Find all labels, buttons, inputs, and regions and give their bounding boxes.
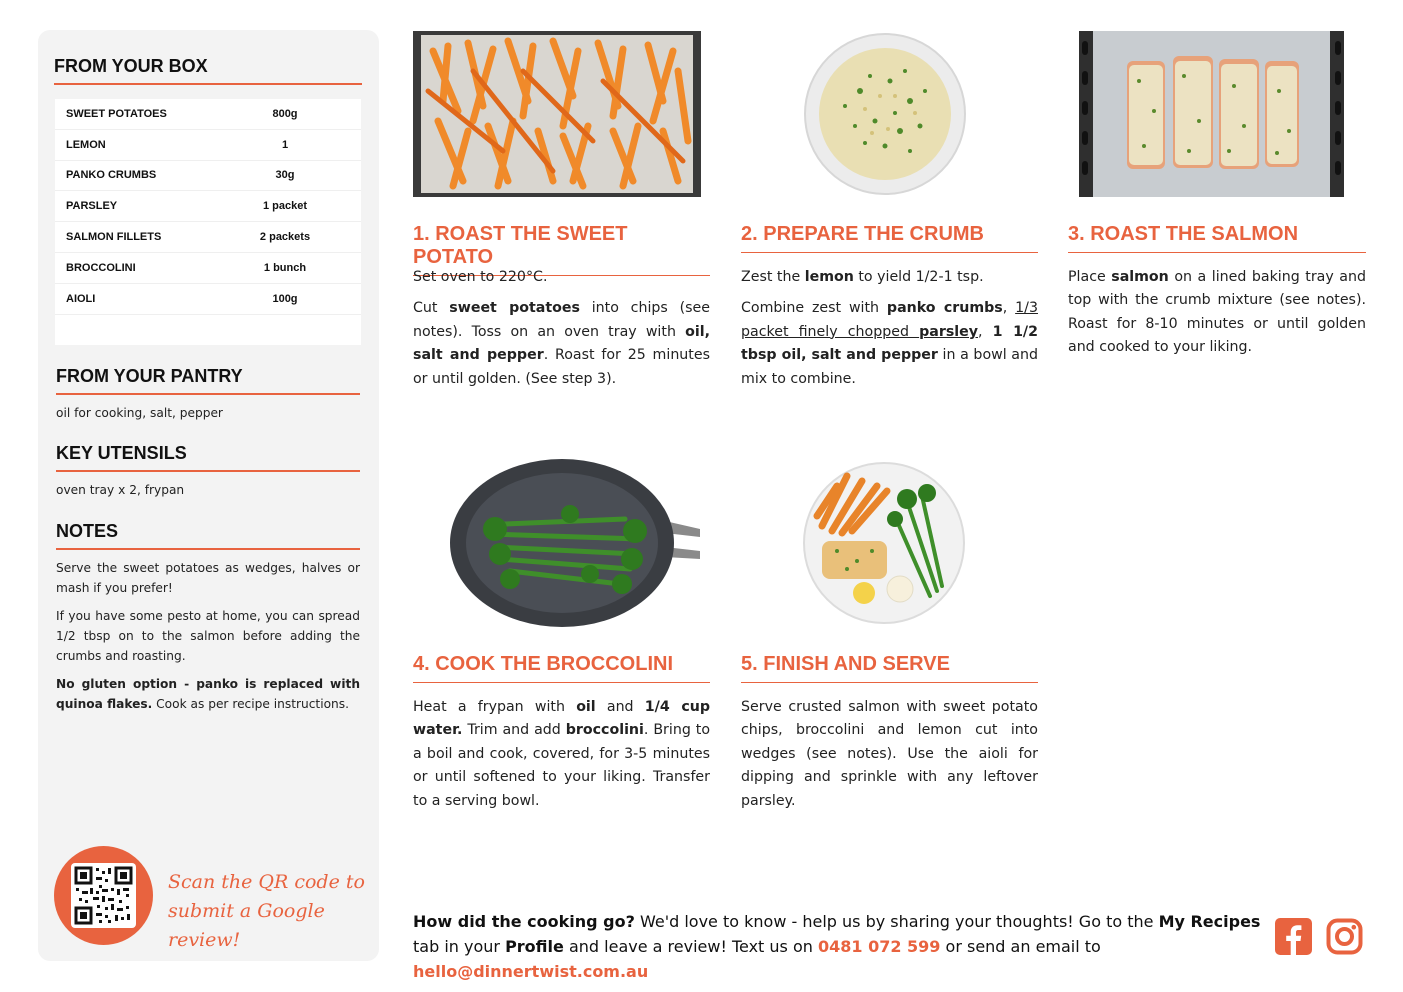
text-run: on a lined baking tray and top with the crumb mixture (see notes). Roast for 8-10 minutes or until golden and cooked to your liking. (1068, 269, 1366, 356)
pantry-text: oil for cooking, salt, pepper (56, 406, 223, 420)
ingredient-qty: 30g (275, 169, 295, 182)
step-1-heading: 1. ROAST THE SWEET POTATO (413, 223, 710, 276)
step-2-line-1 (741, 266, 1038, 289)
text-run: Cut (413, 300, 450, 317)
ingredient-name: AIOLI (66, 292, 96, 305)
finished-plate-image (802, 461, 967, 626)
ingredient-bold: 1 1/2 tbsp oil, salt and pepper (741, 323, 1038, 364)
step-1-body (413, 266, 710, 399)
ingredient-row (55, 191, 361, 222)
step-5-line-1: Serve crusted salmon with sweet potato chips, broccolini and lemon cut into wedges (see notes). Use the aioli for dipping and sprinkle with any leftover parsley. (741, 699, 1038, 809)
footer-question: How did the cooking go? (413, 912, 635, 931)
qr-caption-line-1: Scan the QR code to (168, 871, 365, 893)
ingredient-bold: panko crumbs (886, 300, 1003, 317)
notes-heading: NOTES (56, 521, 360, 550)
ingredient-bold: sweet potatoes (449, 300, 580, 317)
pantry-section (56, 366, 360, 423)
qr-badge[interactable] (54, 846, 153, 945)
qr-caption-line-2: submit a Google review! (168, 900, 325, 951)
ingredient-name: BROCCOLINI (66, 261, 136, 274)
ingredient-bold: broccolini (565, 722, 644, 739)
ingredient-row (55, 253, 361, 284)
text-run: and leave a review! Text us on (563, 937, 818, 956)
pantry-heading: FROM YOUR PANTRY (56, 366, 360, 395)
crumb-bowl-image (800, 31, 970, 197)
ingredient-row (55, 99, 361, 130)
step-3-heading: 3. ROAST THE SALMON (1068, 223, 1366, 253)
ingredient-row (55, 284, 361, 315)
qr-caption (168, 868, 368, 955)
broccolini-frypan-image (450, 459, 702, 627)
ingredients-sidebar (38, 30, 379, 961)
ingredients-table (55, 99, 361, 345)
ingredient-name: SALMON FILLETS (66, 231, 162, 244)
utensils-heading: KEY UTENSILS (56, 443, 360, 472)
note-3-bold: No gluten option - panko is replaced with quinoa flakes. (56, 677, 360, 711)
profile-label: Profile (505, 937, 564, 956)
text-run: tab in your (413, 937, 506, 956)
email-link[interactable]: hello@dinnertwist.com.au (413, 962, 649, 981)
from-your-box-heading: FROM YOUR BOX (54, 56, 362, 85)
ingredient-bold: oil (576, 699, 596, 715)
ingredient-bold: lemon (804, 269, 854, 285)
ingredient-row-empty (55, 315, 361, 345)
note-1: Serve the sweet potatoes as wedges, halves or mash if you prefer! (56, 561, 360, 595)
ingredient-qty: 1 bunch (263, 261, 307, 274)
step-2-line-2 (741, 297, 1038, 391)
underlined-text: 1/3 packet finely chopped (741, 300, 1038, 340)
step-4-heading: 4. COOK THE BROCCOLINI (413, 653, 710, 683)
step-3-body (1068, 266, 1366, 368)
step-4-body (413, 696, 710, 821)
utensils-section (56, 443, 360, 500)
ingredient-name: LEMON (66, 138, 106, 151)
sweet-potato-tray-image (413, 31, 701, 197)
text-run: Trim and add (462, 722, 566, 739)
text-run: into chips (see notes). Toss on an oven tray with (413, 300, 710, 340)
ingredient-name: SWEET POTATOES (66, 107, 167, 120)
step-5-heading: 5. FINISH AND SERVE (741, 653, 1038, 683)
step-2-body (741, 266, 1038, 399)
text-run: or send an email to (940, 937, 1101, 956)
step-4-line-1 (413, 696, 710, 813)
review-footer (413, 909, 1273, 984)
ingredient-bold: salmon (1111, 269, 1169, 285)
ingredient-qty: 1 (281, 138, 289, 151)
ingredient-row (55, 161, 361, 192)
text-run: . Roast for 25 minutes or until golden. (See step 3). (413, 347, 710, 387)
note-3-rest: Cook as per recipe instructions. (152, 697, 350, 711)
ingredient-name: PARSLEY (66, 200, 118, 213)
ingredient-qty: 1 packet (262, 200, 308, 213)
step-5-body (741, 696, 1038, 821)
text-run: Place (1068, 269, 1112, 285)
my-recipes-label: My Recipes (1158, 912, 1261, 931)
step-3-line-1 (1068, 266, 1366, 360)
phone-link[interactable]: 0481 072 599 (817, 937, 941, 956)
text-run: Combine zest with (741, 300, 887, 317)
ingredient-row (55, 222, 361, 253)
text-run: We'd love to know - help us by sharing your thoughts! Go to the (634, 912, 1159, 931)
ingredient-bold: oil, salt and pepper (413, 323, 710, 364)
underlined-bold-text: parsley (919, 323, 978, 340)
step-2-heading: 2. PREPARE THE CRUMB (741, 223, 1038, 253)
text-run: in a bowl and mix to combine. (741, 347, 1038, 387)
text-run: Zest the (741, 269, 805, 285)
text-run: Heat a frypan with (413, 699, 577, 715)
note-3 (56, 674, 360, 714)
text-run: . Bring to a boil and cook, covered, for 3-5 minutes or until softened to your liking. Transfer to a serving bowl. (413, 722, 710, 809)
text-run: and (595, 699, 645, 715)
ingredient-row (55, 130, 361, 161)
ingredient-name: PANKO CRUMBS (66, 169, 157, 182)
utensils-text: oven tray x 2, frypan (56, 483, 185, 497)
text-run: to yield 1/2-1 tsp. (853, 269, 984, 285)
step-1-line-2 (413, 297, 710, 391)
qr-code-icon (71, 863, 136, 928)
step-1-line-1: Set oven to 220°C. (413, 269, 548, 285)
ingredient-qty: 800g (272, 107, 298, 120)
salmon-tray-image (1079, 31, 1344, 197)
ingredient-qty: 2 packets (259, 231, 311, 244)
facebook-icon[interactable] (1275, 918, 1312, 955)
instagram-icon[interactable] (1326, 918, 1363, 955)
text-run: , (978, 323, 993, 340)
text-run: , (1002, 300, 1016, 317)
ingredient-qty: 100g (272, 292, 298, 305)
ingredient-bold: 1/4 cup water. (413, 699, 711, 739)
notes-section (56, 521, 360, 714)
note-2: If you have some pesto at home, you can spread 1/2 tbsp on to the salmon before adding the crumbs and roasting. (56, 609, 360, 663)
